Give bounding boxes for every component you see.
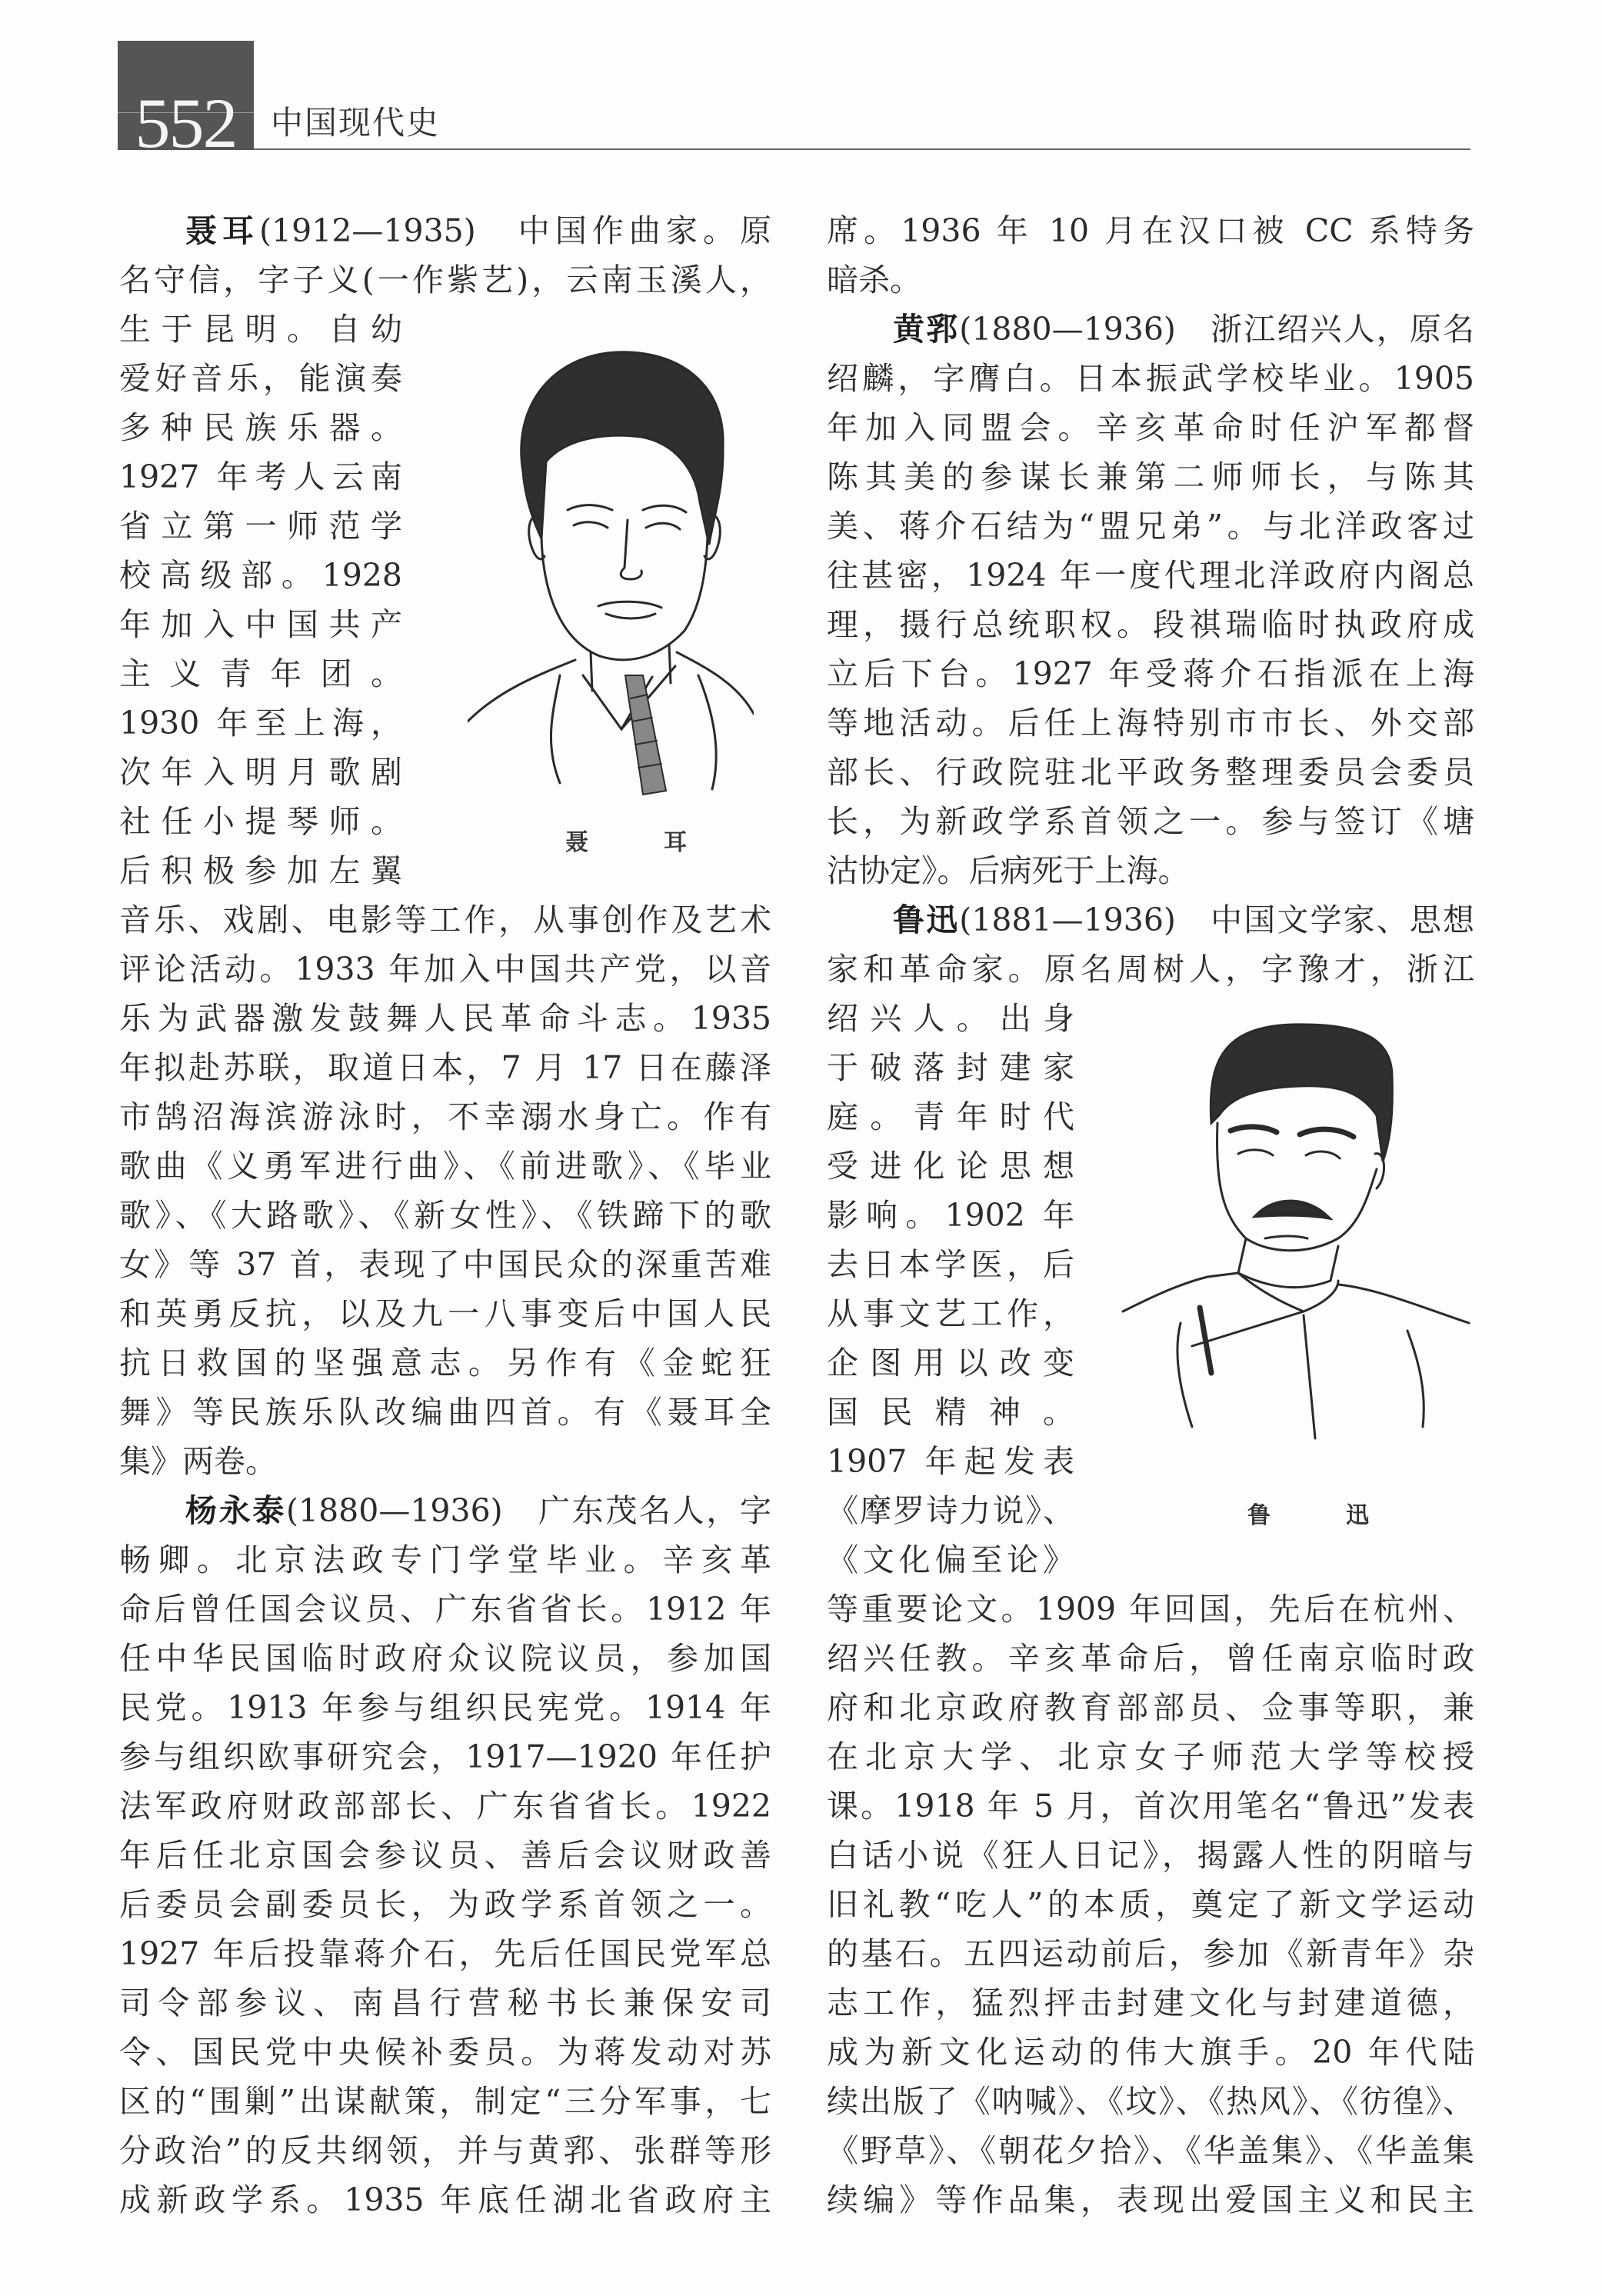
figure-caption-nie-er: 聂 耳 (565, 829, 713, 856)
text-line: 省立第一师范学 (119, 508, 402, 545)
page-number: 552 (135, 84, 237, 162)
text-line: 陈其美的参谋长兼第二师师长，与陈其 (827, 458, 1474, 495)
entry-heading-line (119, 1486, 771, 1535)
text-line: 市鹄沼海滨游泳时，不幸溺水身亡。作有 (119, 1098, 771, 1135)
text-line: 家和革命家。原名周树人，字豫才，浙江 (827, 951, 1474, 988)
text-line: 企图用以改变 (827, 1345, 1074, 1381)
text-line: 抗日救国的坚强意志。另作有《金蛇狂 (119, 1345, 771, 1381)
text-line: 《文化偏至论》 (827, 1541, 1074, 1578)
text-line: 志工作，猛烈抨击封建文化与封建道德， (827, 1984, 1474, 2021)
entry-heading-text: (1881—1936) 中国文学家、思想 (959, 901, 1474, 938)
text-line: 歌曲《义勇军进行曲》、《前进歌》、《毕业 (119, 1148, 771, 1185)
text-line: 沽协定》。后病死于上海。 (827, 852, 1190, 889)
text-line: 长，为新政学系首领之一。参与签订《塘 (827, 803, 1474, 840)
entry-heading-line (827, 305, 1474, 354)
text-line: 《摩罗诗力说》、 (827, 1492, 1074, 1529)
text-line: 暗杀。 (827, 262, 921, 298)
text-line: 主义青年团。 (119, 655, 402, 692)
text-line: 等地活动。后任上海特别市市长、外交部 (827, 705, 1474, 741)
text-line: 绍兴任教。辛亥革命后，曾任南京临时政 (827, 1640, 1474, 1677)
text-line: 舞》等民族乐队改编曲四首。有《聂耳全 (119, 1394, 771, 1431)
text-line: 歌》、《大路歌》、《新女性》、《铁蹄下的歌 (119, 1197, 771, 1234)
text-line: 1927 年后投靠蒋介石，先后任国民党军总 (119, 1935, 771, 1972)
text-line: 在北京大学、北京女子师范大学等校授 (827, 1738, 1474, 1775)
text-line: 音乐、戏剧、电影等工作，从事创作及艺术 (119, 901, 771, 938)
text-line: 国民精神。 (827, 1394, 1074, 1431)
text-line: 从事文艺工作， (827, 1295, 1074, 1332)
text-line: 年拟赴苏联，取道日本，7 月 17 日在藤泽 (119, 1049, 771, 1086)
entry-name: 黄郛 (893, 311, 960, 348)
text-line: 美、蒋介石结为“盟兄弟”。与北洋政客过 (827, 508, 1474, 545)
text-line: 和英勇反抗，以及九一八事变后中国人民 (119, 1295, 771, 1332)
text-line: 乐为武器激发鼓舞人民革命斗志。1935 (119, 1000, 771, 1037)
text-line: 命后曾任国会议员、广东省省长。1912 年 (119, 1591, 771, 1628)
text-line: 成新政学系。1935 年底任湖北省政府主 (119, 2181, 771, 2218)
text-line: 名守信，字子义(一作紫艺)，云南玉溪人， (119, 262, 771, 298)
text-line: 法军政府财政部部长、广东省省长。1922 (119, 1788, 771, 1824)
entry-heading-line (119, 206, 771, 255)
text-line: 续编》等作品集，表现出爱国主义和民主 (827, 2181, 1474, 2218)
text-line: 参与组织欧事研究会，1917—1920 年任护 (119, 1738, 771, 1775)
text-line: 多种民族乐器。 (119, 409, 402, 446)
portrait-nie-er (468, 314, 754, 798)
text-line: 1907 年起发表 (827, 1443, 1074, 1480)
text-line: 爱好音乐，能演奏 (119, 360, 402, 397)
text-line: 次年入明月歌剧 (119, 754, 402, 791)
text-line: 白话小说《狂人日记》，揭露人性的阴暗与 (827, 1837, 1474, 1874)
entry-heading-text: (1880—1936) 浙江绍兴人，原名 (959, 311, 1474, 348)
text-line: 的基石。五四运动前后，参加《新青年》杂 (827, 1935, 1474, 1972)
text-line: 后积极参加左翼 (119, 852, 402, 889)
text-line: 令、国民党中央候补委员。为蒋发动对苏 (119, 2034, 771, 2071)
text-line: 绍麟，字膺白。日本振武学校毕业。1905 (827, 360, 1474, 397)
text-line: 受进化论思想 (827, 1148, 1074, 1185)
text-line: 影响。1902 年 (827, 1197, 1074, 1234)
figure-caption-lu-xun: 鲁 迅 (1247, 1502, 1395, 1529)
text-line: 1927 年考人云南 (119, 458, 402, 495)
text-line: 年加入同盟会。辛亥革命时任沪军都督 (827, 409, 1474, 446)
text-line: 集》两卷。 (119, 1443, 277, 1480)
text-line: 绍兴人。出身 (827, 1000, 1074, 1037)
text-line: 1930 年至上海， (119, 705, 402, 741)
text-line: 后委员会副委员长，为政学系首领之一。 (119, 1886, 771, 1923)
text-line: 去日本学医，后 (827, 1246, 1074, 1283)
text-line: 部长、行政院驻北平政务整理委员会委员 (827, 754, 1474, 791)
entry-name: 聂耳 (185, 212, 260, 249)
text-line: 课。1918 年 5 月，首次用笔名“鲁迅”发表 (827, 1788, 1474, 1824)
entry-heading-line (827, 895, 1474, 945)
text-line: 成为新文化运动的伟大旗手。20 年代陆 (827, 2034, 1474, 2071)
text-line: 府和北京政府教育部部员、佥事等职，兼 (827, 1689, 1474, 1726)
text-line: 旧礼教“吃人”的本质，奠定了新文学运动 (827, 1886, 1474, 1923)
text-line: 续出版了《呐喊》、《坟》、《热风》、《彷徨》、 (827, 2083, 1474, 2120)
text-line: 《野草》、《朝花夕拾》、《华盖集》、《华盖集 (827, 2132, 1474, 2169)
running-title: 中国现代史 (271, 104, 441, 142)
text-line: 立后下台。1927 年受蒋介石指派在上海 (827, 655, 1474, 692)
text-line: 等重要论文。1909 年回国，先后在杭州、 (827, 1591, 1474, 1628)
text-line: 校高级部。1928 (119, 557, 402, 594)
entry-name: 鲁迅 (893, 901, 960, 938)
text-line: 生于昆明。自幼 (119, 311, 402, 348)
portrait-lu-xun (1115, 1008, 1477, 1454)
text-line: 社任小提琴师。 (119, 803, 402, 840)
text-line: 畅卿。北京法政专门学堂毕业。辛亥革 (119, 1541, 771, 1578)
text-line: 席。1936 年 10 月在汉口被 CC 系特务 (827, 212, 1474, 249)
text-line: 分政治”的反共纲领，并与黄郛、张群等形 (119, 2132, 771, 2169)
text-line: 任中华民国临时政府众议院议员，参加国 (119, 1640, 771, 1677)
text-line: 民党。1913 年参与组织民宪党。1914 年 (119, 1689, 771, 1726)
text-line: 女》等 37 首，表现了中国民众的深重苦难 (119, 1246, 771, 1283)
text-line: 年加入中国共产 (119, 606, 402, 643)
text-line: 评论活动。1933 年加入中国共产党，以音 (119, 951, 771, 988)
text-line: 庭。青年时代 (827, 1098, 1074, 1135)
entry-heading-text: (1880—1936) 广东茂名人，字 (286, 1492, 771, 1529)
text-line: 理，摄行总统职权。段祺瑞临时执政府成 (827, 606, 1474, 643)
entry-heading-text: (1912—1935) 中国作曲家。原 (259, 212, 771, 249)
text-line: 年后任北京国会参议员、善后会议财政善 (119, 1837, 771, 1874)
text-line: 于破落封建家 (827, 1049, 1074, 1086)
header-rule (254, 148, 1470, 150)
text-line: 司令部参议、南昌行营秘书长兼保安司 (119, 1984, 771, 2021)
text-line: 往甚密，1924 年一度代理北洋政府内阁总 (827, 557, 1474, 594)
page-number-block (118, 41, 254, 162)
text-line: 区的“围剿”出谋献策，制定“三分军事，七 (119, 2083, 771, 2120)
entry-name: 杨永泰 (185, 1492, 286, 1529)
